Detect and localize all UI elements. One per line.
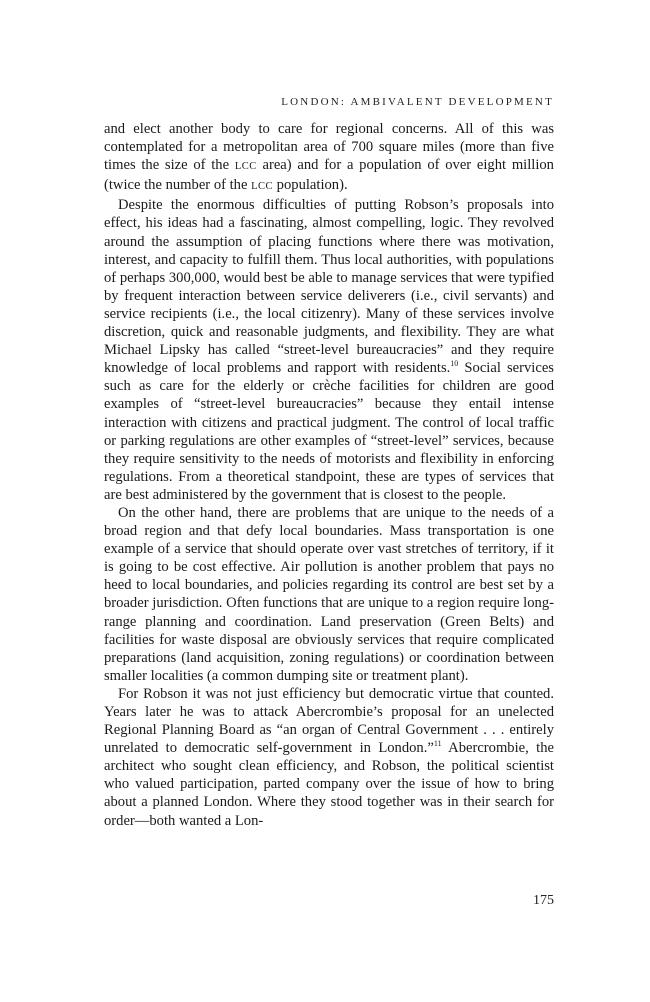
body-text <box>104 120 554 830</box>
text-run: and elect another body to care for regional concerns. All of this was contemplated for a metropolitan area of 700 square miles (more than five times the size of the <box>104 121 554 174</box>
paragraph-2 <box>104 196 554 504</box>
page-number: 175 <box>533 893 554 908</box>
paragraph-3 <box>104 504 554 685</box>
small-caps-abbreviation: LCC <box>251 181 274 193</box>
running-head: LONDON: AMBIVALENT DEVELOPMENT <box>281 96 554 108</box>
footnote-reference: 11 <box>433 739 442 749</box>
text-run: On the other hand, there are problems that are unique to the needs of a broad region and that defy local boundaries. Mass transportation is one example of a service that should operate over vast stretches of territory, if it is going to be cost effective. Air pollution is another problem that pays no heed to local boundaries, and policies regarding its control are best set by a broader jurisdiction. Often functions that are unique to a region require long-range planning and coordination. Land preservation (Green Belts) and facilities for waste disposal are obviously services that require complicated preparations (land acquisition, zoning regulations) or coordination between smaller localities (a common dumping site or treatment plant). <box>104 504 554 684</box>
text-run: Despite the enormous difficulties of putting Robson’s proposals into effect, his ideas had a fascinating, almost compelling, logic. They revolved around the assumption of placing functions where there was motivation, interest, and capacity to fulfill them. Thus local authorities, with populations of perhaps 300,000, would best be able to manage services that were typified by frequent interaction between service deliverers (i.e., civil servants) and service recipients (i.e., the local citizenry). Many of these services involve discretion, quick and reasonable judgments, and flexibility. They are what Michael Lipsky has called “street-level bureaucracies” and they require knowledge of local problems and rapport with residents. <box>104 197 554 377</box>
footnote-reference: 10 <box>450 359 459 369</box>
paragraph-1 <box>104 120 554 196</box>
small-caps-abbreviation: LCC <box>234 161 257 173</box>
text-run: Social services such as care for the elderly or crèche facilities for children are good examples of “street-level bureaucracies” because they entail intense interaction with citizens and practical judgment. The control of local traffic or parking regulations are other examples of “street-level” services, because they require sensitivity to the needs of motorists and flexibility in enforcing regulations. From a theoretical standpoint, these are types of services that are best administered by the government that is closest to the people. <box>104 360 554 503</box>
paragraph-4 <box>104 685 554 830</box>
text-run: For Robson it was not just efficiency but democratic virtue that counted. Years later he was to attack Abercrombie’s proposal for an unelected Regional Planning Board as “an organ of Central Government . . . entirely unrelated to democratic self-government in London.” <box>104 685 554 757</box>
text-run: population). <box>273 177 348 194</box>
text-run: area) and for a population of over eight million (twice the number of the <box>104 157 554 194</box>
text-run: Abercrombie, the architect who sought clean efficiency, and Robson, the political scientist who valued participation, parted company over the issue of how to bring about a planned London. Where they stood together was in their search for order—both wanted a Lon- <box>104 740 554 829</box>
